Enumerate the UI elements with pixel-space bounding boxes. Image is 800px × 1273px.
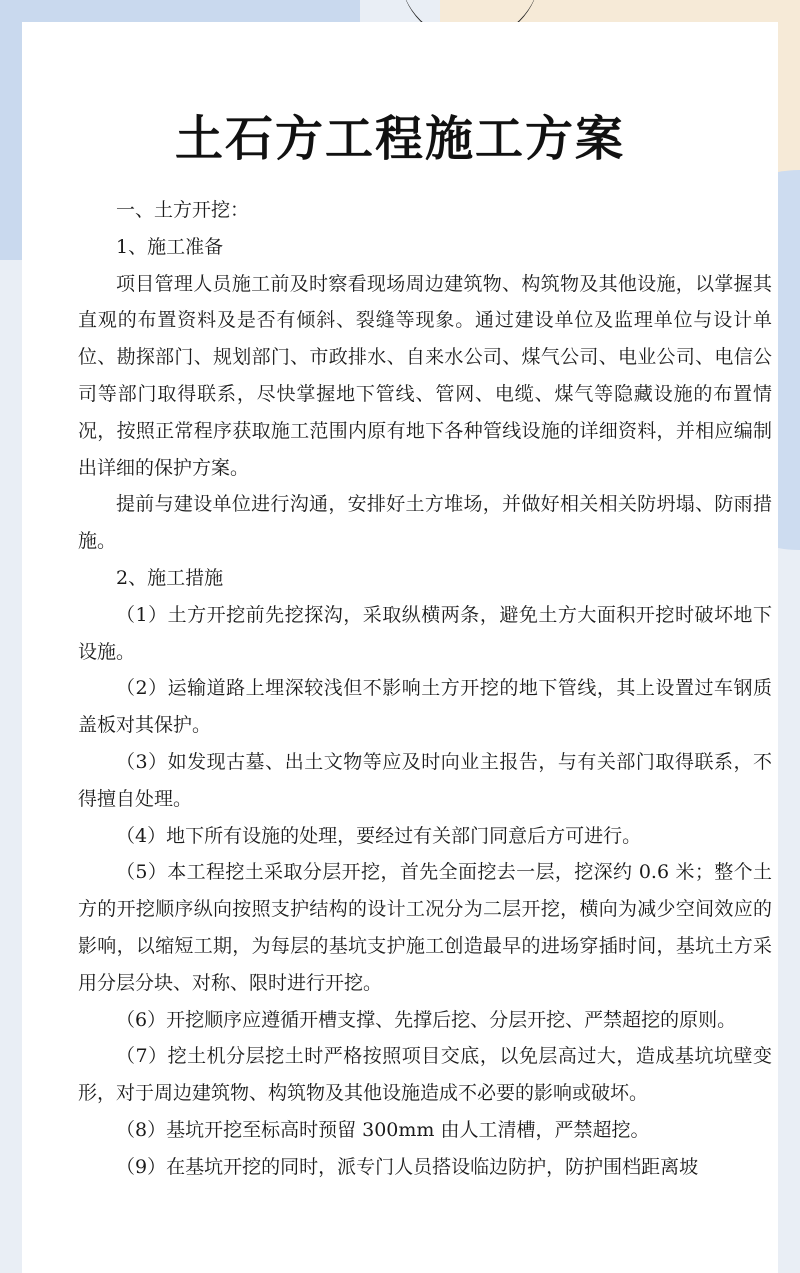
section-heading: 一、土方开挖： — [116, 199, 250, 221]
document-title: 土石方工程施工方案 — [174, 111, 625, 167]
list-item: （7）挖土机分层挖土时严格按照项目交底，以免层高过大，造成基坑坑壁变形，对于周边建筑物、构筑物及其他设施造成不必要的影响或破坏。 — [78, 1045, 772, 1105]
subsection-heading: 1、施工准备 — [116, 235, 224, 258]
document-body — [78, 192, 772, 1186]
list-item: （8）基坑开挖至标高时预留 300mm 由人工清槽，严禁超挖。 — [116, 1118, 650, 1141]
list-item: （9）在基坑开挖的同时，派专门人员搭设临边防护，防护围档距离坡 — [116, 1155, 699, 1178]
list-item: （6）开挖顺序应遵循开槽支撑、先撑后挖、分层开挖、严禁超挖的原则。 — [116, 1008, 737, 1031]
paragraph: 提前与建设单位进行沟通，安排好土方堆场，并做好相关相关防坍塌、防雨措施。 — [78, 493, 772, 553]
list-item: （5）本工程挖土采取分层开挖，首先全面挖去一层，挖深约 0.6 米；整个土方的开挖顺序纵向按照支护结构的设计工况分为二层开挖，横向为减少空间效应的影响，以缩短工期，为每层的基坑支护施工创造最早的进场穿插时间，基坑土方采用分层分块、对称、限时进行开挖。 — [78, 861, 772, 994]
subsection-heading: 2、施工措施 — [116, 566, 224, 589]
list-item: （3）如发现古墓、出土文物等应及时向业主报告，与有关部门取得联系，不得擅自处理。 — [78, 750, 772, 810]
list-item: （2）运输道路上埋深较浅但不影响土方开挖的地下管线，其上设置过车钢质盖板对其保护。 — [78, 677, 772, 737]
list-item: （1）土方开挖前先挖探沟，采取纵横两条，避免土方大面积开挖时破坏地下设施。 — [78, 603, 772, 663]
list-item: （4）地下所有设施的处理，要经过有关部门同意后方可进行。 — [116, 824, 642, 847]
paragraph: 项目管理人员施工前及时察看现场周边建筑物、构筑物及其他设施，以掌握其直观的布置资料及是否有倾斜、裂缝等现象。通过建设单位及监理单位与设计单位、勘探部门、规划部门、市政排水、自来水公司、煤气公司、电业公司、电信公司等部门取得联系，尽快掌握地下管线、管网、电缆、煤气等隐藏设施的布置情况，按照正常程序获取施工范围内原有地下各种管线设施的详细资料，并相应编制出详细的保护方案。 — [78, 272, 772, 479]
document-page — [22, 22, 778, 1273]
